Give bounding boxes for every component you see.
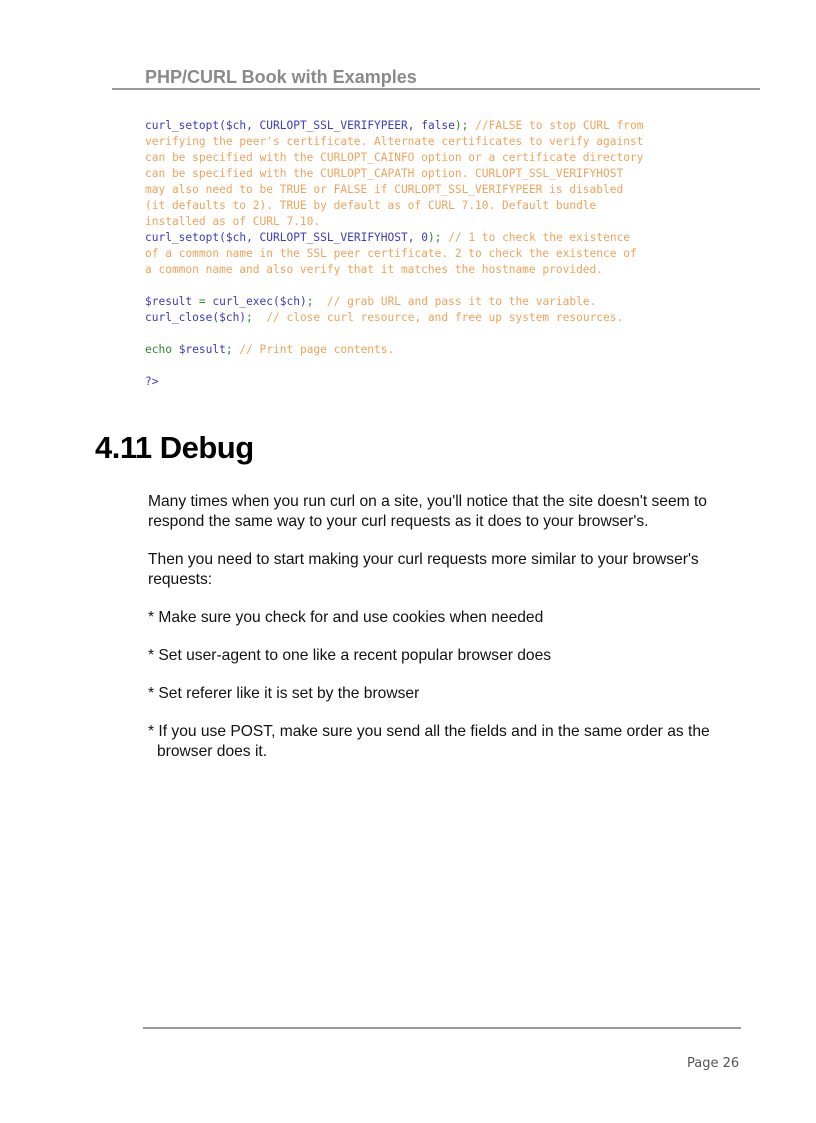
bullet-item: * If you use POST, make sure you send all the fields and in the same order as the browser does it. [148,723,710,760]
code-punct: , [246,119,260,132]
paragraph: Then you need to start making your curl requests more similar to your browser's requests: [148,551,699,588]
code-line [145,294,745,310]
code-punct: , [246,231,260,244]
code-comment: // 1 to check the existence [441,231,631,244]
code-line [145,118,745,134]
code-value: 0 [421,231,428,244]
code-block [145,118,745,390]
code-variable: $result [145,295,193,308]
code-line [145,310,745,326]
code-punct: ; [225,343,233,356]
code-blank-line [145,278,745,294]
code-comment-line: of a common name in the SSL peer certificate. 2 to check the existence of [145,247,637,260]
bullet-item: * Set user-agent to one like a recent popular browser does [148,647,552,664]
code-value: false [421,119,455,132]
book-title: PHP/CURL Book with Examples [145,67,417,87]
code-comment-line: verifying the peer's certificate. Alternate certificates to verify against [145,135,644,148]
code-args: ($ch) [212,311,247,324]
code-punct: ); [427,231,442,244]
code-blank-line [145,358,745,374]
section-body [148,492,748,780]
code-punct: ); [454,119,469,132]
code-comment: // Print page contents. [232,343,395,356]
code-line [145,230,745,246]
section-heading: 4.11 Debug [95,430,254,465]
code-comment-line: may also need to be TRUE or FALSE if CURLOPT_SSL_VERIFYPEER is disabled [145,183,624,196]
code-variable: $ch [225,119,247,132]
header-divider [112,88,760,90]
code-function: curl_close [145,311,213,324]
code-blank-line [145,326,745,342]
code-punct: ; [306,295,314,308]
code-punct: ( [219,231,226,244]
code-constant: CURLOPT_SSL_VERIFYPEER [259,119,408,132]
code-punct: ( [219,119,226,132]
code-variable: $result [178,343,226,356]
bullet-item: * Set referer like it is set by the browser [148,685,420,702]
code-comment: // close curl resource, and free up system resources. [252,311,624,324]
code-comment: // grab URL and pass it to the variable. [313,295,597,308]
code-keyword: echo [145,343,179,356]
code-line: ?> [145,375,159,388]
code-constant: CURLOPT_SSL_VERIFYHOST [259,231,408,244]
code-comment-line: (it defaults to 2). TRUE by default as of CURL 7.10. Default bundle [145,199,597,212]
code-variable: $ch [225,231,247,244]
code-function: curl_setopt [145,119,220,132]
code-function: curl_setopt [145,231,220,244]
code-comment-line: installed as of CURL 7.10. [145,215,321,228]
page-number: Page 26 [687,1056,740,1071]
code-function: curl_exec [212,295,273,308]
code-args: ($ch) [273,295,307,308]
code-punct: ; [246,311,253,324]
code-punct: , [407,231,422,244]
code-comment-line: can be specified with the CURLOPT_CAINFO option or a certificate directory [145,151,644,164]
code-punct: = [192,295,213,308]
code-punct: , [407,119,422,132]
code-comment-line: can be specified with the CURLOPT_CAPATH option. CURLOPT_SSL_VERIFYHOST [145,167,624,180]
code-line [145,342,745,358]
code-comment: //FALSE to stop CURL from [468,119,644,132]
paragraph: Many times when you run curl on a site, you'll notice that the site doesn't seem to respond the same way to your curl requests as it does to your browser's. [148,493,707,530]
code-comment-line: a common name and also verify that it matches the hostname provided. [145,263,604,276]
footer-divider [143,1027,741,1029]
bullet-item: * Make sure you check for and use cookies when needed [148,609,544,626]
